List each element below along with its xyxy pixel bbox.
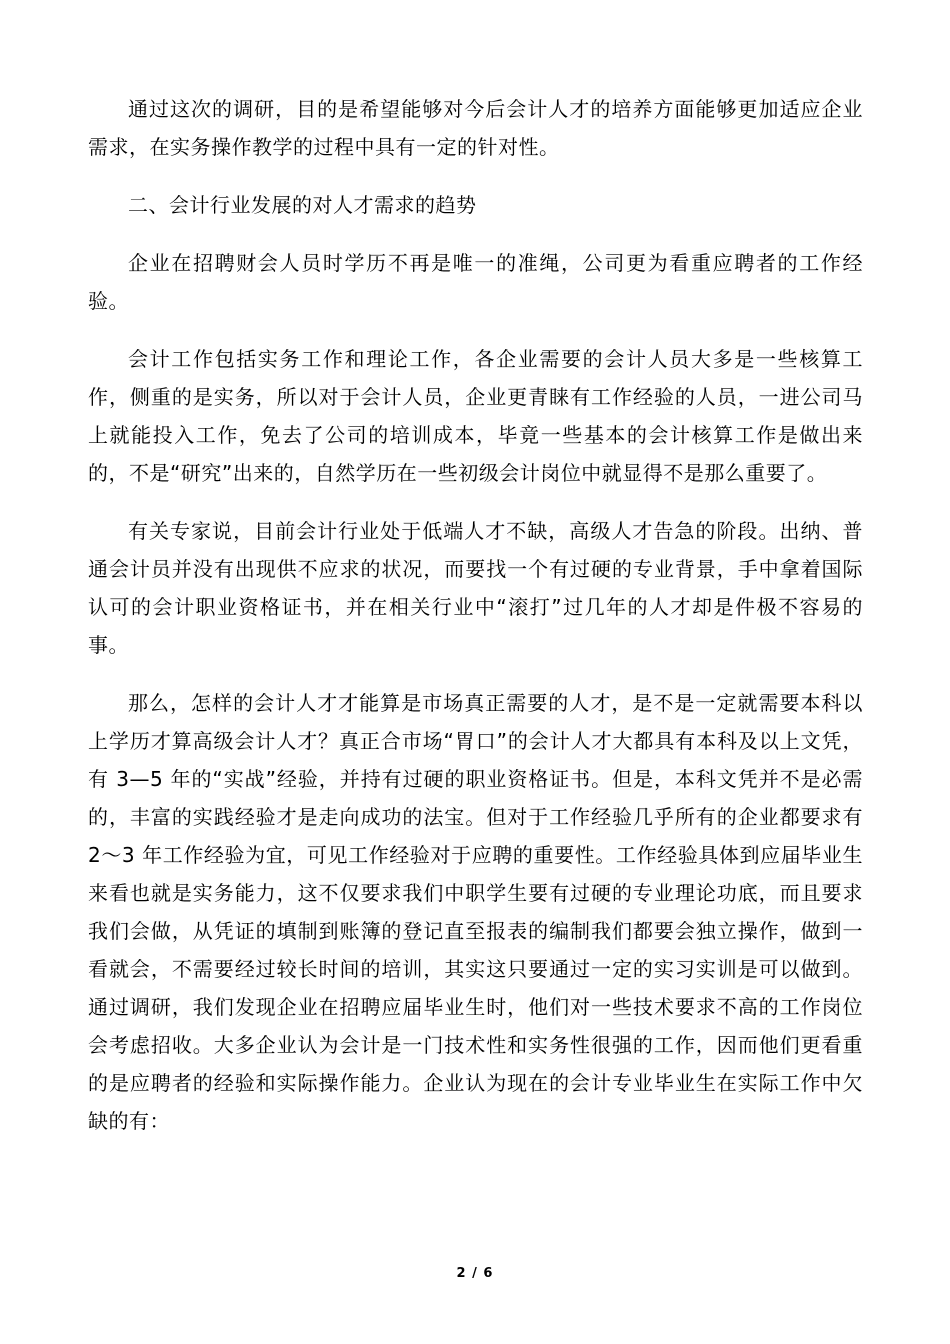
section-heading-talent-demand-trend: 二、会计行业发展的对人才需求的趋势 (128, 193, 477, 217)
paragraph-expert-opinion: 有关专家说，目前会计行业处于低端人才不缺，高级人才告急的阶段。出纳、普通会计员并没有出现供不应求的状况，而要找一个有过硬的专业背景，手中拿着国际认可的会计职业资格证书，并在相关行业中“滚打”过几年的人才却是件极不容易的事。 (88, 519, 863, 657)
paragraph-market-needs: 那么，怎样的会计人才才能算是市场真正需要的人才，是不是一定就需要本科以上学历才算高级会计人才？真正合市场“胃口”的会计人才大都具有本科及以上文凭，有 3—5 年的“实战”经验，并持有过硬的职业资格证书。但是，本科文凭并不是必需的，丰富的实践经验才是走向成功的法宝。但对于工作经验几乎所有的企业都要求有 2～3 年工作经验为宜，可见工作经验对于应聘的重要性。工作经验具体到应届毕业生来看也就是实务能力，这不仅要求我们中职学生要有过硬的专业理论功底，而且要求我们会做，从凭证的填制到账簿的登记直至报表的编制我们都要会独立操作，做到一看就会，不需要经过较长时间的培训，其实这只要通过一定的实习实训是可以做到。通过调研，我们发现企业在招聘应届毕业生时，他们对一些技术要求不高的工作岗位会考虑招收。大多企业认为会计是一门技术性和实务性很强的工作，因而他们更看重的是应聘者的经验和实际操作能力。企业认为现在的会计专业毕业生在实际工作中欠缺的有： (88, 691, 863, 1133)
paragraph-research-purpose: 通过这次的调研，目的是希望能够对今后会计人才的培养方面能够更加适应企业需求，在实务操作教学的过程中具有一定的针对性。 (88, 97, 863, 159)
page-number: 2 / 6 (456, 1266, 494, 1281)
paragraph-practical-work: 会计工作包括实务工作和理论工作，各企业需要的会计人员大多是一些核算工作，侧重的是实务，所以对于会计人员，企业更青睐有工作经验的人员，一进公司马上就能投入工作，免去了公司的培训成本，毕竟一些基本的会计核算工作是做出来的，不是“研究”出来的，自然学历在一些初级会计岗位中就显得不是那么重要了。 (88, 347, 863, 485)
paragraph-work-experience: 企业在招聘财会人员时学历不再是唯一的准绳，公司更为看重应聘者的工作经验。 (88, 251, 863, 313)
document-body (88, 90, 863, 1160)
